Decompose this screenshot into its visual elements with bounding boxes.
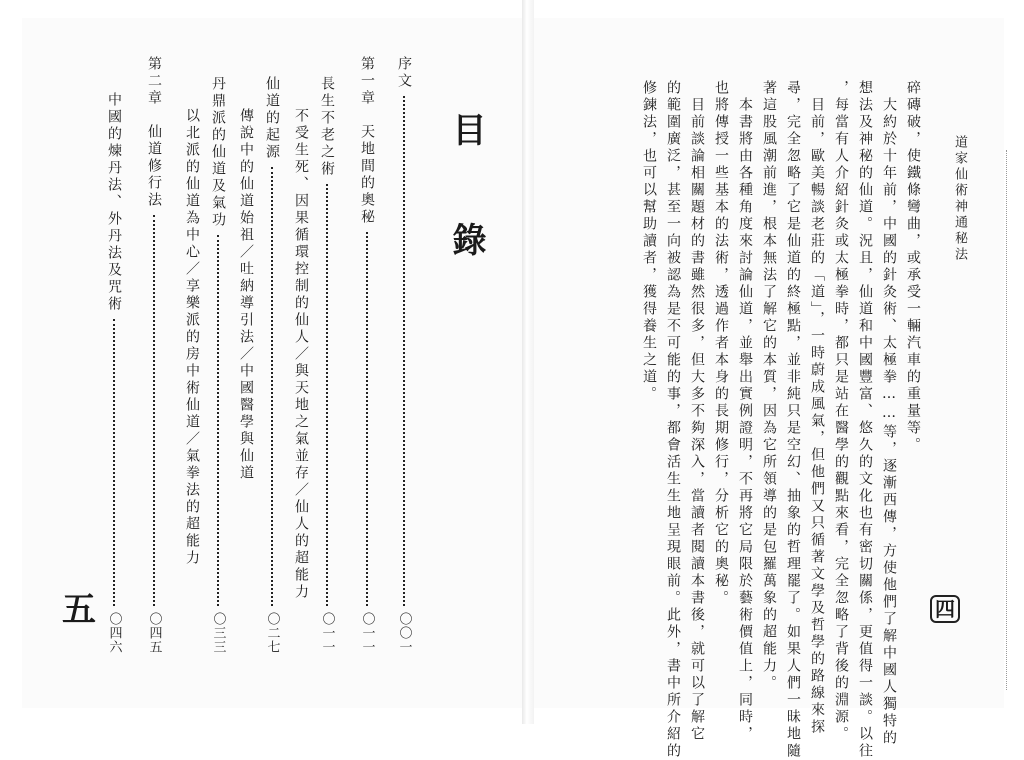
- text-column: 大約於十年前，中國的針灸術、太極拳……等，逐漸西傳，方使他們了解中國人獨特的: [881, 80, 897, 747]
- text-column: 碎磚破，使鐵條彎曲，或承受一輛汽車的重量等。: [905, 80, 921, 454]
- toc-label: 第二章 仙道修行法: [146, 56, 162, 209]
- toc-subtopics-longevity: 不受生死、因果循環控制的仙人／與天地之氣並存／仙人的超能力: [293, 108, 309, 601]
- toc-page-number: 〇一一: [359, 612, 375, 654]
- text-column: 目前談論相關題材的書雖然很多，但大多不夠深入，當讀者閱讀本書後，就可以了解它: [689, 80, 705, 743]
- toc-entry-preface[interactable]: [394, 56, 414, 654]
- toc-page-number: 〇一一: [319, 612, 335, 654]
- toc-entry-alchemy[interactable]: [104, 92, 124, 654]
- toc-entry-origins[interactable]: [262, 76, 282, 654]
- toc-page-number: 〇四五: [146, 612, 162, 654]
- toc-page-number: 〇二七: [264, 612, 280, 654]
- dot-leader: [153, 215, 155, 606]
- toc-label: 序文: [396, 56, 412, 90]
- text-column: 也將傳授一些基本的法術，透過作者本身的長期修行，分析它的奧秘。: [713, 80, 729, 607]
- dot-leader: [366, 232, 368, 606]
- toc-label: 仙道的起源: [264, 76, 280, 161]
- text-column: 本書將由各種角度來討論仙道，並舉出實例證明，不再將它局限於藝術價值上，同時，: [737, 80, 753, 743]
- toc-entry-longevity[interactable]: [317, 76, 337, 654]
- dot-leader: [217, 235, 219, 606]
- dot-leader: [403, 96, 405, 606]
- text-column: 的範圍廣泛，甚至一向被認為是不可能的事，都會活生生地呈現眼前。此外，書中所介紹的: [665, 80, 681, 760]
- toc-label: 丹鼎派的仙道及氣功: [210, 76, 226, 229]
- text-column: ，每當有人介紹針灸或太極拳時，都只是站在醫學的觀點來看，完全忽略了背後的淵源。: [833, 80, 849, 743]
- toc-label: 長生不老之術: [319, 76, 335, 178]
- toc-page-number: 〇〇一: [396, 612, 412, 654]
- text-column: 著這股風潮前進，根本無法了解它的本質，因為它所領導的是包羅萬象的超能力。: [761, 80, 777, 692]
- toc-page-number: 〇四六: [106, 612, 122, 654]
- running-header: 道家仙術神通秘法: [952, 135, 967, 263]
- toc-entry-danding[interactable]: [208, 76, 228, 654]
- text-column: 想法及神秘的仙道。況且，仙道和中國豐富、悠久的文化也有密切關係，更值得一談。以往: [857, 80, 873, 760]
- page-number-left: 五: [62, 590, 96, 630]
- dot-leader: [113, 319, 115, 606]
- text-column: 尋，完全忽略了它是仙道的終極點，並非純只是空幻、抽象的哲理罷了。如果人們一昧地隨: [785, 80, 801, 760]
- text-column: 修鍊法，也可以幫助讀者，獲得養生之道。: [641, 80, 657, 403]
- dot-leader: [271, 167, 273, 606]
- toc-page-number: 〇三三: [210, 612, 226, 654]
- dot-leader: [326, 184, 328, 606]
- page-edge: [1006, 150, 1013, 690]
- toc-label: 第一章 天地間的奧秘: [359, 56, 375, 226]
- toc-subtopics-origins: 傳說中的仙道始祖／吐納導引法／中國醫學與仙道: [238, 108, 254, 482]
- book-gutter: [522, 0, 534, 724]
- toc-subtopics-danding: 以北派的仙道為中心／享樂派的房中術仙道／氣拳法的超能力: [184, 108, 200, 567]
- toc-entry-chapter-2[interactable]: [144, 56, 164, 654]
- text-column: 目前，歐美暢談老莊的「道」，一時蔚成風氣，但他們又只循著文學及哲學的路線來探: [809, 80, 825, 736]
- toc-entry-chapter-1[interactable]: [357, 56, 377, 654]
- toc-title: 目 錄: [446, 112, 486, 274]
- toc-label: 中國的煉丹法、外丹法及咒術: [106, 92, 122, 313]
- page-number-right: 四: [930, 595, 960, 623]
